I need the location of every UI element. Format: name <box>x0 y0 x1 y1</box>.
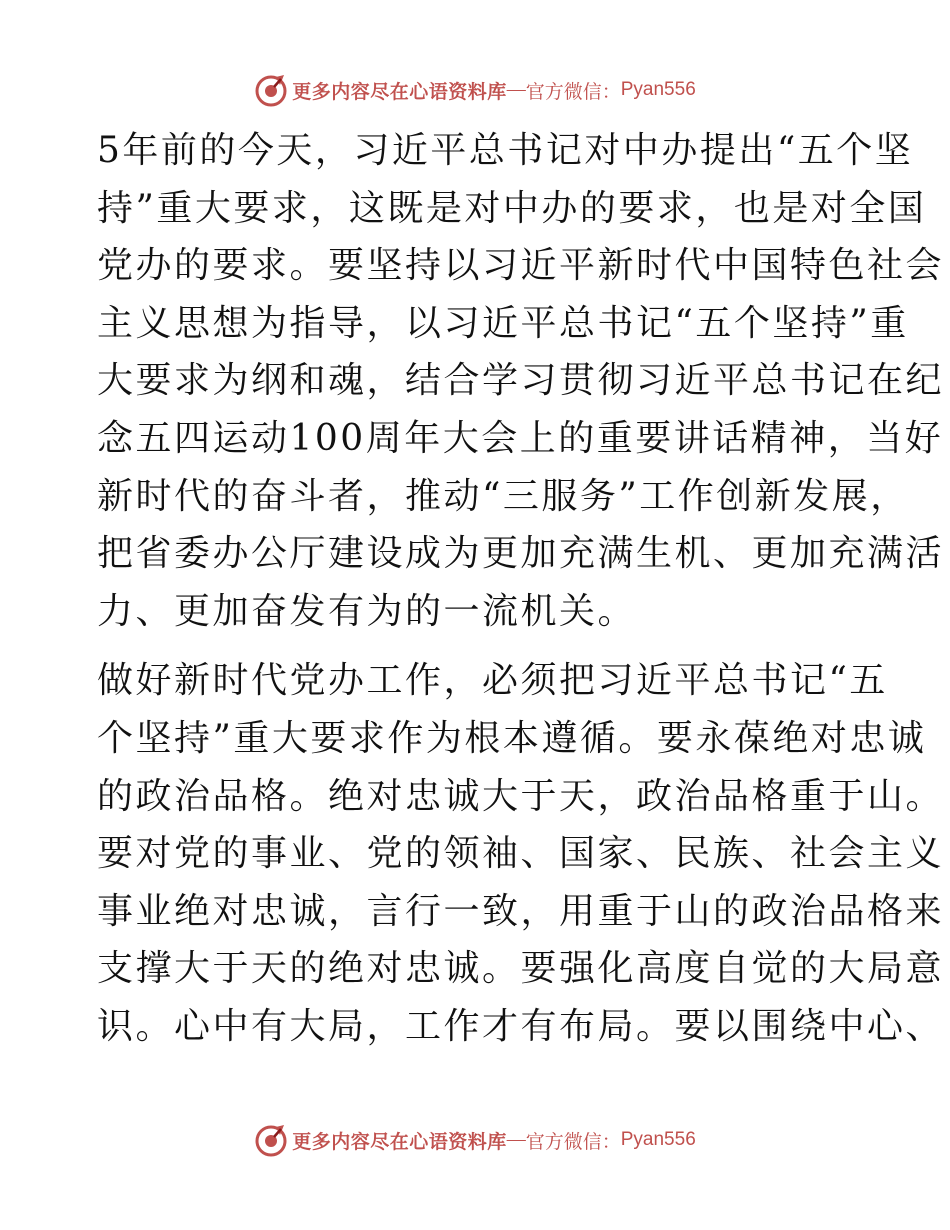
paragraph-2 <box>97 652 945 1055</box>
text-line: 把省委办公厅建设成为更加充满生机、更加充满活 <box>97 533 945 575</box>
text-line: 新时代的奋斗者，推动“三服务”工作创新发展， <box>97 475 909 517</box>
header-banner[interactable] <box>0 70 950 110</box>
footer-brand-text: 更多内容尽在心语资料库 <box>292 1130 507 1153</box>
text-line: 识。心中有大局，工作才有布局。要以围绕中心、 <box>97 1005 945 1047</box>
brush-logo-icon <box>254 73 288 107</box>
footer-separator: — <box>506 1129 526 1150</box>
text-line: 支撑大于天的绝对忠诚。要强化高度自觉的大局意 <box>97 948 945 990</box>
text-line: 事业绝对忠诚，言行一致，用重于山的政治品格来 <box>97 890 945 932</box>
document-body <box>97 122 945 1068</box>
text-line: 做好新时代党办工作，必须把习近平总书记“五 <box>97 660 888 702</box>
footer-banner[interactable] <box>0 1120 950 1160</box>
header-brand-text: 更多内容尽在心语资料库 <box>292 80 507 103</box>
text-line: 念五四运动100周年大会上的重要讲话精神，当好 <box>97 417 944 459</box>
text-line: 主义思想为指导，以习近平总书记“五个坚持”重 <box>97 302 909 344</box>
text-line: 持”重大要求，这既是对中办的要求，也是对全国 <box>97 187 927 229</box>
text-line: 党办的要求。要坚持以习近平新时代中国特色社会 <box>97 245 945 287</box>
header-contact-id: Pyan556 <box>620 79 696 100</box>
header-separator: — <box>506 79 526 100</box>
header-contact-label: 官方微信： <box>525 80 621 103</box>
footer-contact-id: Pyan556 <box>620 1129 696 1150</box>
footer-contact-label: 官方微信： <box>525 1130 621 1153</box>
brush-logo-icon <box>254 1123 288 1157</box>
text-line: 个坚持”重大要求作为根本遵循。要永葆绝对忠诚 <box>97 717 927 759</box>
text-line: 要对党的事业、党的领袖、国家、民族、社会主义 <box>97 833 945 875</box>
text-line: 大要求为纲和魂，结合学习贯彻习近平总书记在纪 <box>97 360 945 402</box>
text-line: 力、更加奋发有为的一流机关。 <box>97 590 637 632</box>
text-line: 5年前的今天，习近平总书记对中办提出“五个坚 <box>97 130 914 171</box>
paragraph-1 <box>97 122 945 640</box>
text-line: 的政治品格。绝对忠诚大于天，政治品格重于山。 <box>97 775 945 817</box>
